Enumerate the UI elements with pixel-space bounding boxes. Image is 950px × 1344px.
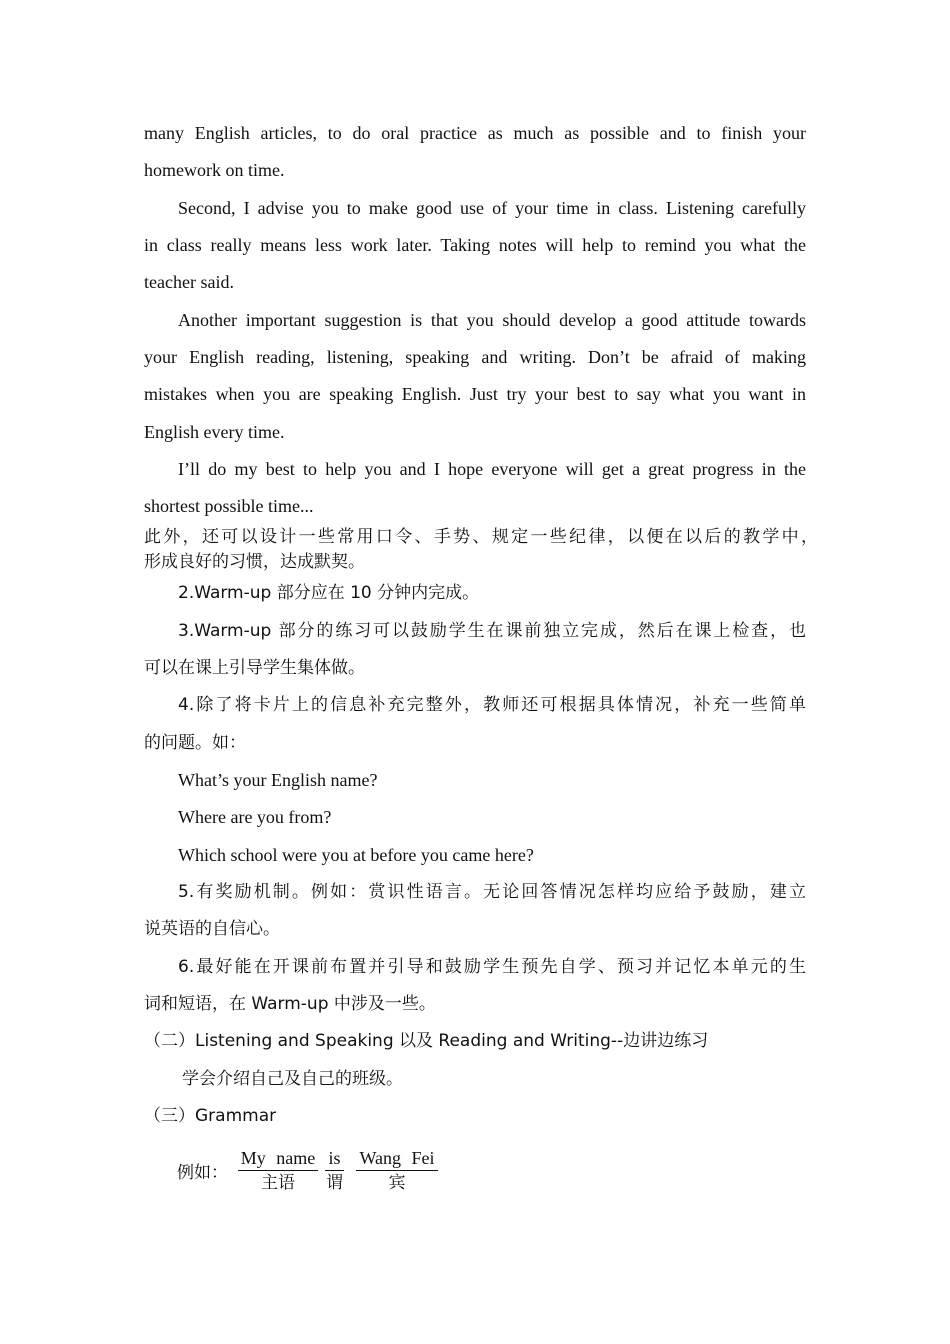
section-body: 学会介绍自己及自己的班级。 [182,1069,403,1089]
example-question: Which school were you at before you came here? [178,845,534,865]
paragraph-line: teacher said. [144,272,234,292]
note-line: 3.Warm-up 部分的练习可以鼓励学生在课前独立完成，然后在课上检查，也 [178,621,806,641]
paragraph-line: mistakes when you are speaking English. Just try your best to say what you want in [144,384,806,404]
paragraph-line: in class really means less work later. Taking notes will help to remind you what the [144,235,806,255]
verb-column [325,1146,344,1195]
note-line: 可以在课上引导学生集体做。 [144,658,365,678]
object-role: 宾 [388,1173,406,1193]
note-line: 此外，还可以设计一些常用口令、手势、规定一些纪律，以便在以后的教学中， [144,527,818,547]
paragraph-line: your English reading, listening, speaking and writing. Don’t be afraid of making [144,347,806,367]
note-line: 形成良好的习惯，达成默契。 [144,552,365,572]
paragraph-line: I’ll do my best to help you and I hope everyone will get a great progress in the [178,459,806,479]
verb-role: 谓 [326,1173,343,1193]
example-label: 例如： [177,1163,228,1183]
paragraph-line: shortest possible time... [144,496,314,516]
paragraph-line: English every time. [144,422,285,442]
note-line: 词和短语，在 Warm-up 中涉及一些。 [144,994,436,1014]
object-word: Wang Fei [359,1148,435,1168]
paragraph-line: Second, I advise you to make good use of your time in class. Listening carefully [178,198,806,218]
paragraph-line: homework on time. [144,160,285,180]
note-line: 5.有奖励机制。例如：赏识性语言。无论回答情况怎样均应给予鼓励，建立 [178,882,806,902]
object-column [356,1146,438,1195]
subject-column [238,1146,318,1195]
note-line: 说英语的自信心。 [144,919,280,939]
example-question: What’s your English name? [178,770,378,790]
verb-word: is [328,1148,341,1168]
section-heading: （二）Listening and Speaking 以及 Reading and Writing--边讲边练习 [144,1031,709,1051]
note-line: 6.最好能在开课前布置并引导和鼓励学生预先自学、预习并记忆本单元的生 [178,957,806,977]
section-heading: （三）Grammar [144,1106,277,1126]
note-line: 4.除了将卡片上的信息补充完整外，教师还可根据具体情况，补充一些简单 [178,695,806,715]
note-line: 2.Warm-up 部分应在 10 分钟内完成。 [178,583,480,603]
subject-word: My name [240,1148,316,1168]
paragraph-line: many English articles, to do oral practice as much as possible and to finish your [144,123,806,143]
note-line: 的问题。如： [144,733,246,753]
paragraph-line: Another important suggestion is that you should develop a good attitude towards [178,310,806,330]
example-question: Where are you from? [178,807,332,827]
subject-role: 主语 [261,1173,295,1193]
